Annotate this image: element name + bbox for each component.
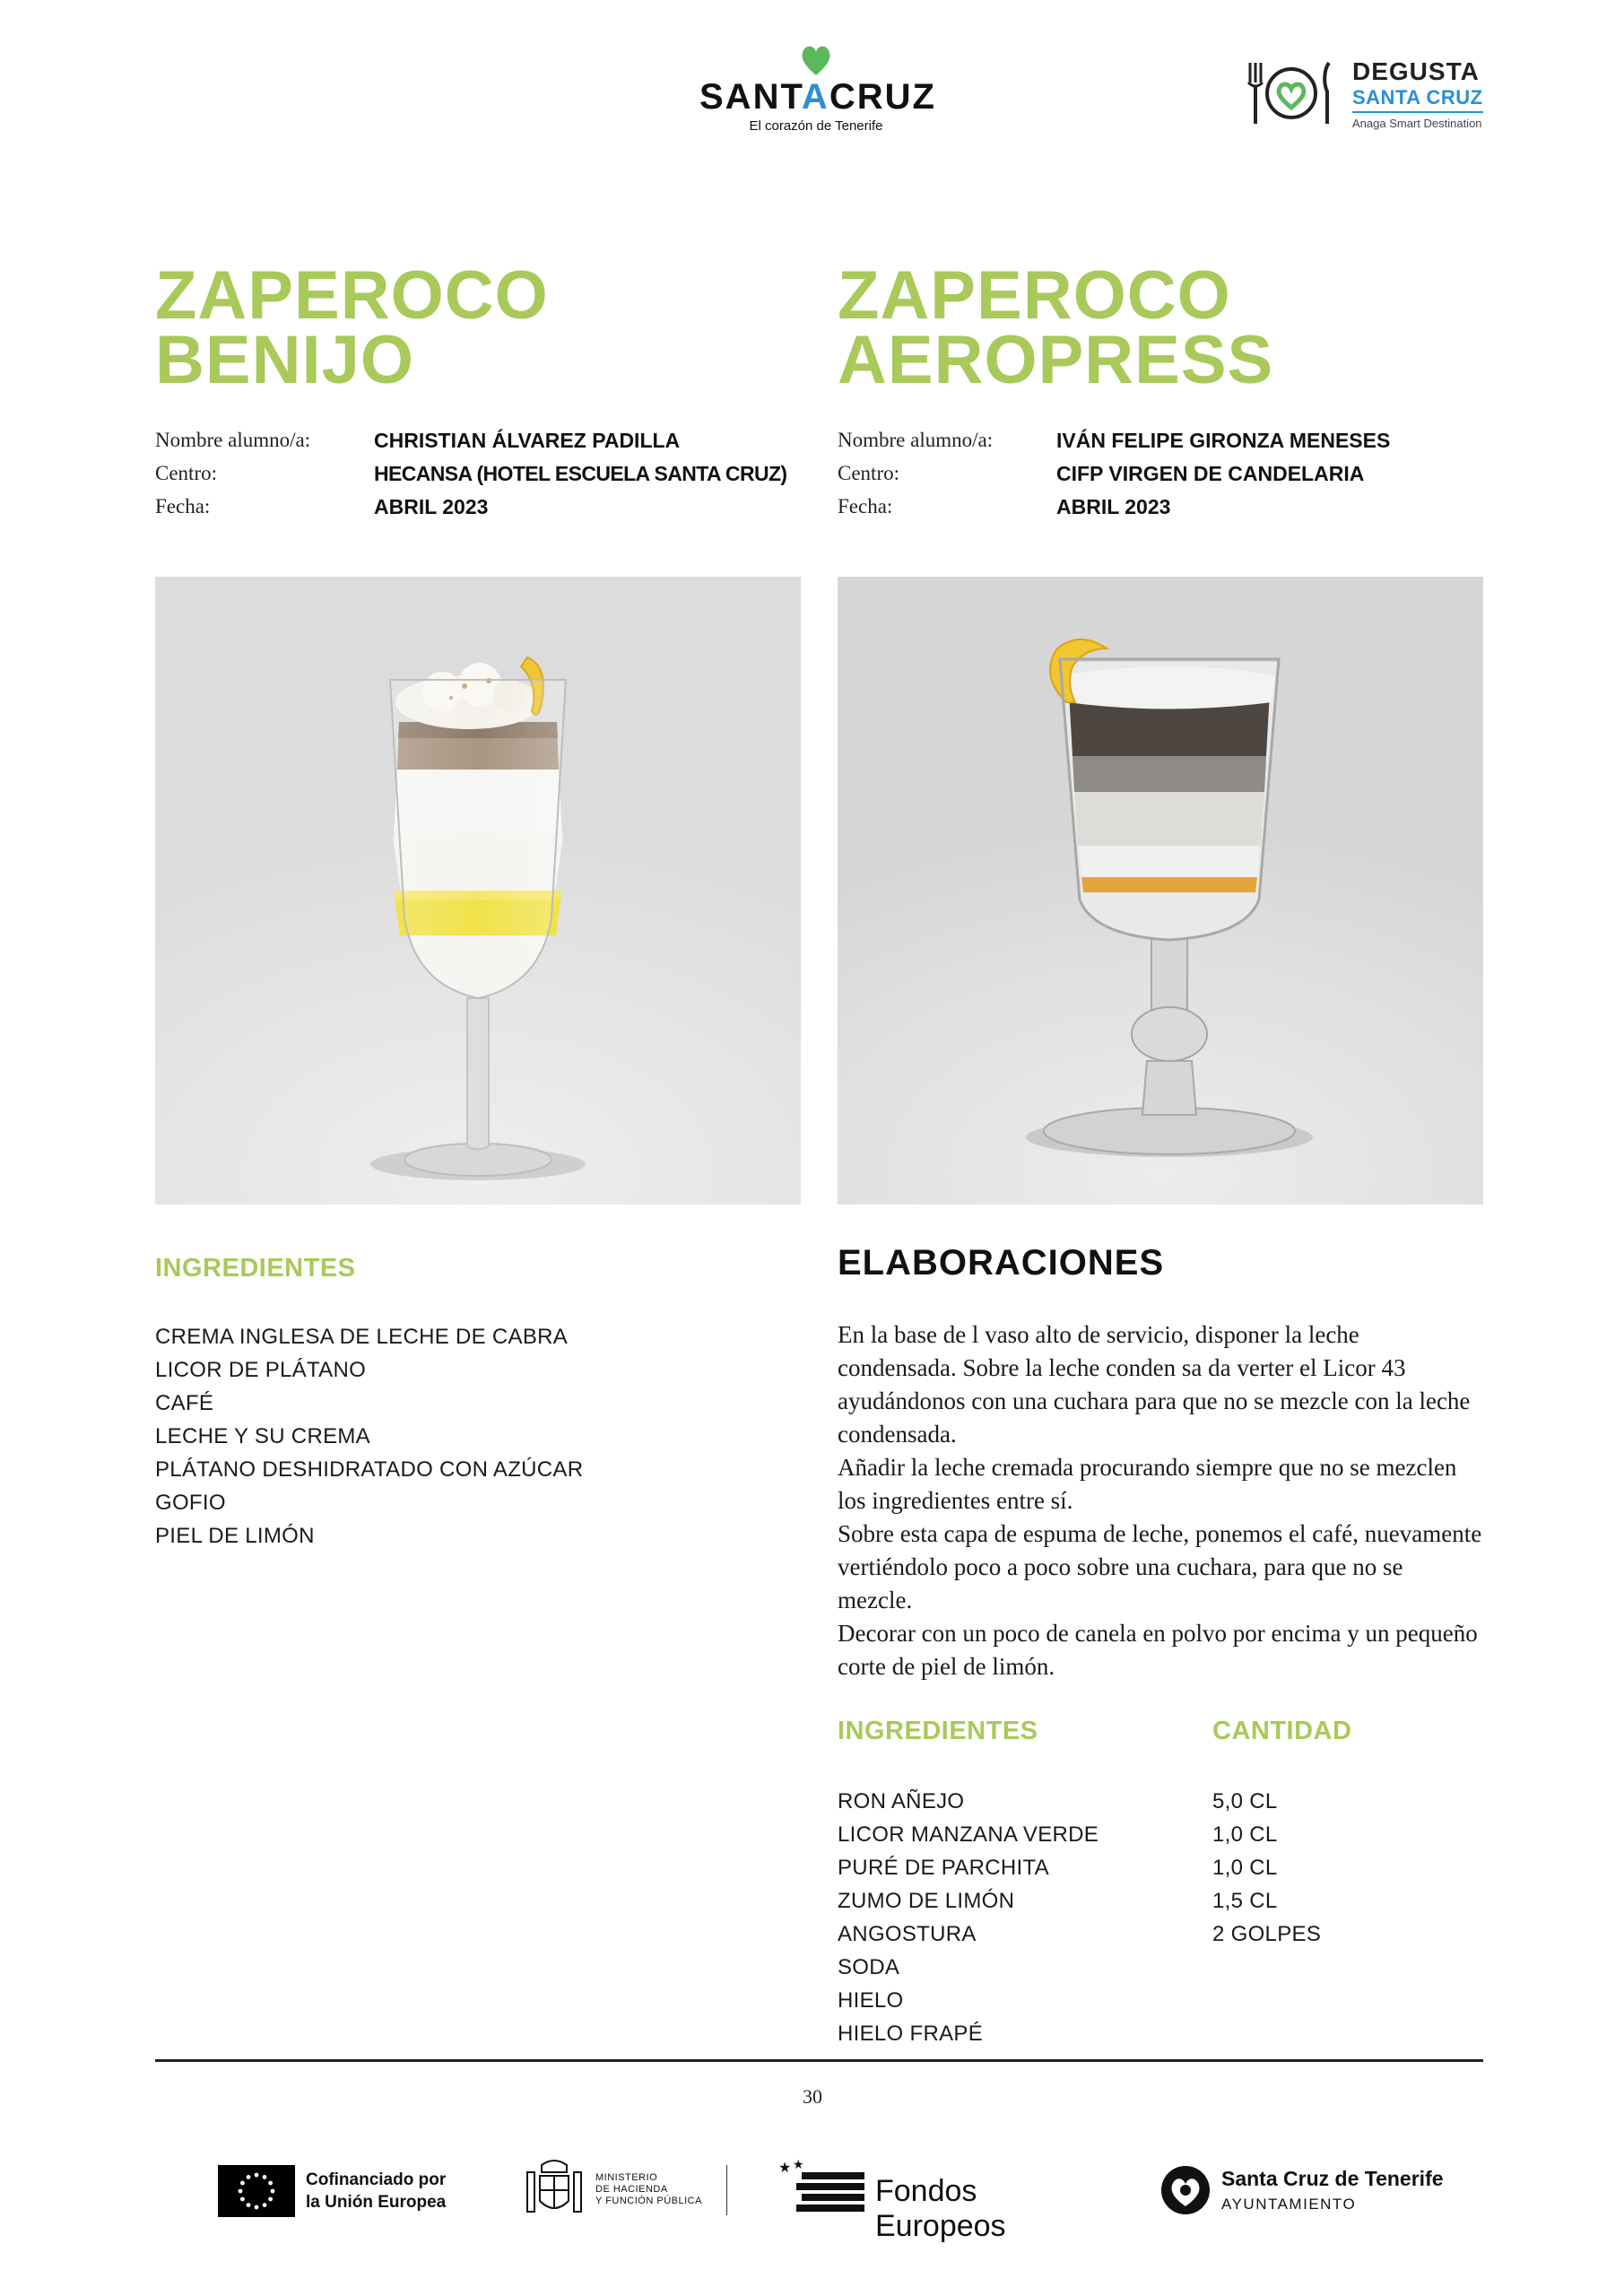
eu-line: la Unión Europea (306, 2193, 447, 2212)
eu-text (306, 2169, 446, 2213)
paragraph: Decorar con un poco de canela en polvo por encima y un pequeño corte de piel de limón. (838, 1620, 1478, 1680)
elaboraciones-heading: ELABORACIONES (838, 1243, 1165, 1283)
meta-value: IVÁN FELIPE GIRONZA MENESES (1056, 429, 1391, 452)
fondos-europeos-icon (775, 2156, 868, 2219)
meta-label: Nombre alumno/a: (838, 429, 994, 451)
meta-value: ABRIL 2023 (1056, 495, 1171, 518)
degusta-tagline: Anaga Smart Destination (1352, 117, 1482, 130)
degusta-logo (1241, 57, 1492, 138)
ayuntamiento-logo (1159, 2161, 1455, 2224)
title-line: ZAPEROCO (838, 257, 1231, 334)
quantity-heading: CANTIDAD (1212, 1717, 1352, 1745)
eu-flag-icon (218, 2165, 295, 2217)
quantity-list (1212, 1785, 1321, 1951)
paragraph: Añadir la leche cremada procurando siempre que no se mezclen los ingredientes entre sí. (838, 1454, 1457, 1514)
eu-line: Cofinanciado por (306, 2170, 447, 2189)
list-item: PLÁTANO DESHIDRATADO CON AZÚCAR (155, 1457, 584, 1482)
list-item: ANGOSTURA (838, 1922, 977, 1946)
list-item: 1,0 CL (1212, 1856, 1278, 1880)
meta-label: Centro: (838, 462, 899, 484)
list-item: LECHE Y SU CREMA (155, 1424, 370, 1448)
cocktail-photo-aeropress (838, 577, 1483, 1205)
ingredients-list-left (155, 1320, 583, 1552)
list-item: HIELO FRAPÉ (838, 2022, 984, 2046)
coat-of-arms-icon (520, 2156, 588, 2224)
paragraph: En la base de l vaso alto de servicio, disponer la leche condensada. Sobre la leche conden sa da verter el Licor 43 ayudándonos con una cuchara para que no se mezcle con la leche condensada. (838, 1321, 1471, 1448)
recipe-title-left (155, 257, 549, 398)
recipe-meta-right (838, 429, 1483, 528)
meta-label: Nombre alumno/a: (155, 429, 311, 451)
meta-label: Centro: (155, 462, 217, 484)
degusta-title: DEGUSTA (1352, 57, 1480, 85)
recipe-title-right (838, 257, 1274, 398)
ingredients-list-right (838, 1785, 1099, 2050)
ayuntamiento-title: Santa Cruz de Tenerife (1221, 2167, 1444, 2190)
list-item: RON AÑEJO (838, 1789, 965, 1813)
meta-value: CHRISTIAN ÁLVAREZ PADILLA (374, 429, 681, 452)
ayuntamiento-subtitle: AYUNTAMIENTO (1221, 2196, 1357, 2213)
meta-value: CIFP VIRGEN DE CANDELARIA (1056, 462, 1365, 485)
list-item: 1,0 CL (1212, 1822, 1278, 1847)
list-item: LICOR MANZANA VERDE (838, 1822, 1099, 1847)
fork-plate-knife-icon (1241, 57, 1342, 129)
ingredients-heading-left: INGREDIENTES (155, 1254, 356, 1283)
santa-cruz-logo (699, 43, 936, 142)
ministry-logo (520, 2156, 735, 2224)
title-line: ZAPEROCO (155, 257, 549, 334)
heart-icon (798, 43, 834, 77)
list-item: SODA (838, 1955, 900, 1979)
fondos-europeos-text: Fondos Europeos (875, 2174, 1006, 2243)
ayuntamiento-emblem-icon (1159, 2163, 1212, 2217)
list-item: HIELO (838, 1988, 904, 2013)
cocktail-photo-benijo (155, 577, 801, 1205)
list-item: 5,0 CL (1212, 1789, 1278, 1813)
meta-value: ABRIL 2023 (374, 495, 489, 518)
list-item: GOFIO (155, 1491, 226, 1515)
footer-divider (155, 2059, 1483, 2062)
page-number: 30 (803, 2085, 822, 2108)
list-item: PIEL DE LIMÓN (155, 1524, 315, 1548)
ministry-line: DE HACIENDA (595, 2184, 668, 2195)
ministry-text (595, 2172, 702, 2207)
list-item: CREMA INGLESA DE LECHE DE CABRA (155, 1325, 569, 1349)
list-item: PURÉ DE PARCHITA (838, 1856, 1049, 1880)
list-item: ZUMO DE LIMÓN (838, 1889, 1015, 1913)
santa-cruz-tagline: El corazón de Tenerife (749, 118, 883, 134)
meta-label: Fecha: (838, 495, 893, 517)
recipe-meta-left (155, 429, 801, 528)
ministry-line: Y FUNCIÓN PÚBLICA (595, 2196, 702, 2206)
list-item: 1,5 CL (1212, 1889, 1278, 1913)
paragraph: Sobre esta capa de espuma de leche, ponemos el café, nuevamente vertiéndolo poco a poco sobre una cuchara, para que no se mezcle. (838, 1520, 1482, 1613)
santa-cruz-wordmark: SANTACRUZ (699, 77, 936, 117)
ingredients-heading-right: INGREDIENTES (838, 1717, 1038, 1745)
degusta-subtitle: SANTA CRUZ (1352, 86, 1483, 113)
separator (726, 2165, 727, 2215)
eu-cofinanced-logo (218, 2165, 505, 2219)
elaboraciones-text (838, 1318, 1483, 1683)
svg-text:★: ★ (793, 2158, 804, 2172)
fondos-europeos-logo (775, 2156, 1116, 2243)
svg-text:★: ★ (778, 2159, 792, 2176)
ministry-line: MINISTERIO (595, 2172, 658, 2183)
title-line: AEROPRESS (838, 322, 1274, 398)
title-line: BENIJO (155, 322, 414, 398)
list-item: CAFÉ (155, 1391, 214, 1415)
list-item: 2 GOLPES (1212, 1922, 1322, 1946)
list-item: LICOR DE PLÁTANO (155, 1358, 367, 1382)
meta-value: HECANSA (HOTEL ESCUELA SANTA CRUZ) (374, 462, 787, 485)
meta-label: Fecha: (155, 495, 211, 517)
